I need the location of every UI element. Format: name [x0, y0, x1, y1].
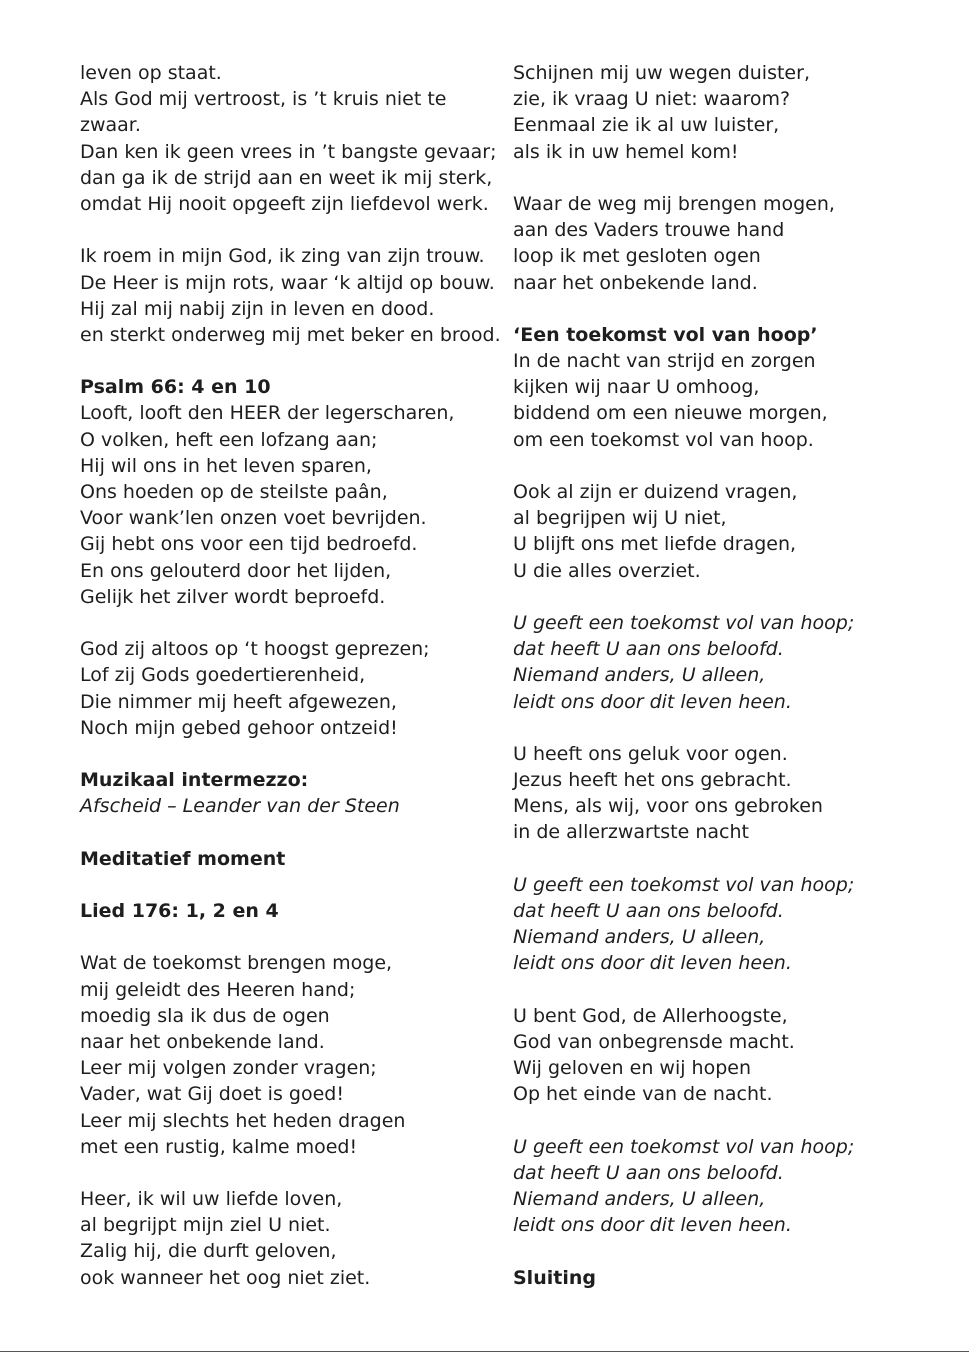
stanza-gap	[513, 846, 953, 872]
stanza-gap	[513, 715, 953, 741]
text-line: U geeft een toekomst vol van hoop;	[513, 873, 855, 896]
text-line: U blijft ons met liefde dragen,	[513, 533, 797, 556]
text-line: Jezus heeft het ons gebracht.	[513, 769, 792, 792]
text-line: zie, ik vraag U niet: waarom?	[513, 88, 791, 111]
text-line: Looft, looft den HEER der legerscharen,	[80, 402, 455, 425]
text-line: Niemand anders, U alleen,	[513, 664, 766, 687]
text-line: U geeft een toekomst vol van hoop;	[513, 611, 855, 634]
text-line: Gelijk het zilver wordt beproefd.	[80, 585, 386, 608]
text-line: leven op staat.	[80, 62, 222, 84]
text-line: Wij geloven en wij hopen	[513, 1057, 752, 1080]
text-line: als ik in uw hemel kom!	[513, 140, 739, 163]
text-line: dan ga ik de strijd aan en weet ik mij sterk,	[80, 166, 493, 189]
text-line: en sterkt onderweg mij met beker en brood.	[80, 323, 501, 346]
text-line: God zij altoos op ‘t hoogst geprezen;	[80, 638, 430, 661]
left-column	[80, 60, 500, 1291]
text-line: zwaar.	[80, 114, 141, 137]
text-line: U bent God, de Allerhoogste,	[513, 1004, 788, 1027]
text-line: om een toekomst vol van hoop.	[513, 428, 814, 451]
text-line: Afscheid – Leander van der Steen	[80, 795, 400, 818]
text-line: Lof zij Gods goedertierenheid,	[80, 664, 366, 687]
text-line: naar het onbekende land.	[513, 271, 758, 294]
section-heading: Sluiting	[513, 1266, 596, 1289]
text-line: Zalig hij, die durft geloven,	[80, 1240, 337, 1263]
section-heading: Lied 176: 1, 2 en 4	[80, 900, 279, 922]
text-line: Die nimmer mij heeft afgewezen,	[80, 690, 397, 713]
text-line: omdat Hij nooit opgeeft zijn liefdevol werk.	[80, 192, 489, 215]
stanza-gap	[513, 296, 953, 322]
text-line: U heeft ons geluk voor ogen.	[513, 742, 788, 765]
stanza-gap	[80, 217, 500, 243]
stanza-gap	[80, 872, 500, 898]
text-line: kijken wij naar U omhoog,	[513, 376, 760, 399]
text-line: In de nacht van strijd en zorgen	[513, 350, 816, 373]
text-line: Schijnen mij uw wegen duister,	[513, 62, 810, 84]
stanza-gap	[513, 165, 953, 191]
text-line: met een rustig, kalme moed!	[80, 1135, 358, 1158]
text-line: U die alles overziet.	[513, 559, 701, 582]
stanza-gap	[513, 1108, 953, 1134]
text-line: aan des Vaders trouwe hand	[513, 219, 785, 242]
text-line: leidt ons door dit leven heen.	[513, 952, 792, 975]
stanza-gap	[513, 1238, 953, 1264]
section-heading: Meditatief moment	[80, 847, 286, 870]
text-line: Hij zal mij nabij zijn in leven en dood.	[80, 297, 435, 320]
text-line: Als God mij vertroost, is ’t kruis niet te	[80, 88, 447, 111]
text-line: Ook al zijn er duizend vragen,	[513, 481, 798, 503]
text-line: Voor wank’len onzen voet bevrijden.	[80, 507, 427, 530]
text-line: God van onbegrensde macht.	[513, 1030, 795, 1053]
text-line: naar het onbekende land.	[80, 1030, 325, 1053]
text-line: Niemand anders, U alleen,	[513, 926, 766, 949]
section-heading: Psalm 66: 4 en 10	[80, 376, 271, 399]
text-line: U geeft een toekomst vol van hoop;	[513, 1135, 855, 1158]
text-line: in de allerzwartste nacht	[513, 821, 749, 844]
stanza-gap	[80, 819, 500, 845]
stanza-gap	[513, 977, 953, 1003]
text-line: leidt ons door dit leven heen.	[513, 1214, 792, 1237]
text-line: Mens, als wij, voor ons gebroken	[513, 795, 823, 818]
stanza-gap	[513, 584, 953, 610]
text-line: moedig sla ik dus de ogen	[80, 1004, 330, 1027]
text-line: mij geleidt des Heeren hand;	[80, 978, 356, 1001]
stanza-gap	[80, 1160, 500, 1186]
section-heading: Muzikaal intermezzo:	[80, 769, 309, 792]
footer-rule	[0, 1351, 969, 1352]
text-line: Hij wil ons in het leven sparen,	[80, 454, 372, 477]
text-line: dat heeft U aan ons beloofd.	[513, 1161, 784, 1184]
text-line: De Heer is mijn rots, waar ‘k altijd op bouw.	[80, 271, 495, 294]
text-line: En ons gelouterd door het lijden,	[80, 559, 392, 582]
text-line: O volken, heft een lofzang aan;	[80, 428, 378, 451]
text-line: al begrijpen wij U niet,	[513, 507, 727, 530]
text-line: Gij hebt ons voor een tijd bedroefd.	[80, 533, 418, 556]
text-line: al begrijpt mijn ziel U niet.	[80, 1214, 331, 1237]
text-line: Waar de weg mij brengen mogen,	[513, 192, 835, 215]
section-heading: ‘Een toekomst vol van hoop’	[513, 323, 818, 346]
right-column	[513, 60, 953, 1291]
text-line: Wat de toekomst brengen moge,	[80, 952, 393, 975]
text-line: Niemand anders, U alleen,	[513, 1188, 766, 1211]
stanza-gap	[80, 924, 500, 950]
text-line: Noch mijn gebed gehoor ontzeid!	[80, 716, 398, 739]
stanza-gap	[80, 348, 500, 374]
text-line: Leer mij volgen zonder vragen;	[80, 1057, 377, 1080]
text-line: leidt ons door dit leven heen.	[513, 690, 792, 713]
text-line: Dan ken ik geen vrees in ’t bangste gevaar;	[80, 140, 497, 163]
text-line: ook wanneer het oog niet ziet.	[80, 1266, 371, 1289]
stanza-gap	[80, 610, 500, 636]
text-line: dat heeft U aan ons beloofd.	[513, 638, 784, 661]
text-line: Vader, wat Gij doet is goed!	[80, 1083, 344, 1106]
text-line: Heer, ik wil uw liefde loven,	[80, 1188, 343, 1211]
text-line: Ik roem in mijn God, ik zing van zijn trouw.	[80, 245, 485, 268]
text-line: loop ik met gesloten ogen	[513, 245, 761, 268]
text-line: Leer mij slechts het heden dragen	[80, 1109, 406, 1132]
text-line: biddend om een nieuwe morgen,	[513, 402, 828, 425]
text-line: Op het einde van de nacht.	[513, 1083, 773, 1106]
text-line: Ons hoeden op de steilste paân,	[80, 481, 388, 503]
text-line: dat heeft U aan ons beloofd.	[513, 900, 784, 922]
stanza-gap	[80, 741, 500, 767]
stanza-gap	[513, 453, 953, 479]
text-line: Eenmaal zie ik al uw luister,	[513, 114, 780, 137]
